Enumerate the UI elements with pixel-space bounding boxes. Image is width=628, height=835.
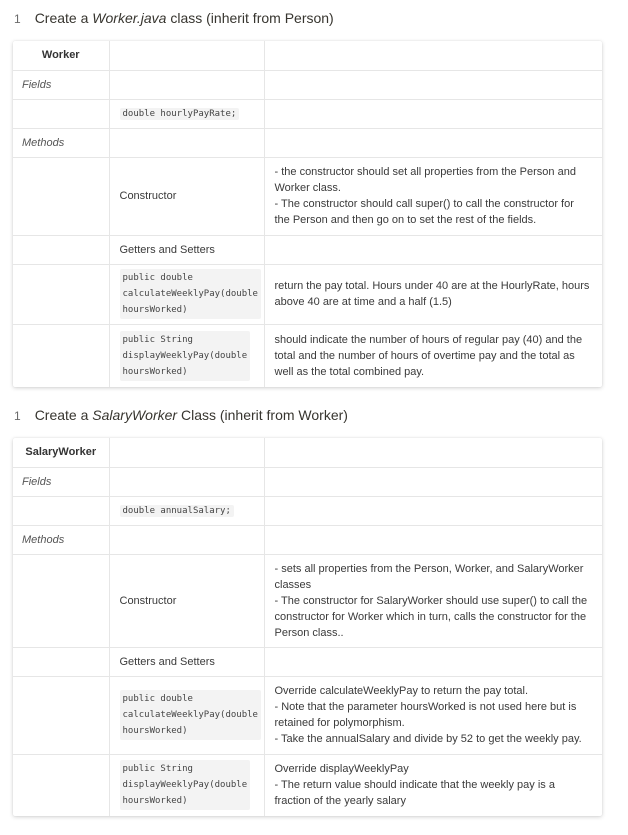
section-2-heading <box>14 407 348 423</box>
table-row <box>13 235 602 264</box>
list-number: 1 <box>14 409 21 423</box>
constructor-description: - the constructor should set all properties from the Person and Worker class. - The constructor should call super() to call the constructor for the Person and then go on to set the rest of the fields. <box>264 157 602 235</box>
worker-table <box>13 41 602 387</box>
table-cell <box>109 70 264 99</box>
table-cell <box>13 647 109 676</box>
table-cell <box>264 438 602 467</box>
constructor-label: Constructor <box>109 554 264 647</box>
table-cell <box>109 264 264 324</box>
table-row <box>13 99 602 128</box>
table-cell <box>13 496 109 525</box>
class-name: Worker.java <box>92 10 167 26</box>
field-code: double hourlyPayRate; <box>120 108 240 120</box>
method-signature: public String displayWeeklyPay(double hoursWorked) <box>120 760 251 810</box>
methods-label: Methods <box>13 128 109 157</box>
table-cell <box>264 496 602 525</box>
table-row <box>13 467 602 496</box>
table-row <box>13 128 602 157</box>
table-row <box>13 525 602 554</box>
table-cell <box>264 647 602 676</box>
table-row <box>13 438 602 467</box>
section-1-heading <box>14 10 334 26</box>
constructor-description: - sets all properties from the Person, Worker, and SalaryWorker classes - The constructor for SalaryWorker should use super() to call the constructor for Worker which in turn, calls the constructor for the Person class.. <box>264 554 602 647</box>
table-cell <box>109 676 264 754</box>
table-row <box>13 676 602 754</box>
table-cell <box>109 496 264 525</box>
table-cell <box>109 467 264 496</box>
table-cell <box>109 525 264 554</box>
method-description: Override calculateWeeklyPay to return the pay total. - Note that the parameter hoursWorked is not used here but is retained for polymorphism. - Take the annualSalary and divide by 52 to get the weekly pay. <box>264 676 602 754</box>
table-cell <box>13 157 109 235</box>
table-cell <box>109 41 264 70</box>
list-number: 1 <box>14 12 21 26</box>
getters-setters-label: Getters and Setters <box>109 235 264 264</box>
table-row <box>13 647 602 676</box>
fields-label: Fields <box>13 467 109 496</box>
table-cell <box>264 70 602 99</box>
table-cell <box>13 235 109 264</box>
table-row <box>13 554 602 647</box>
table-row <box>13 264 602 324</box>
salary-worker-table-card <box>13 438 602 816</box>
heading-prefix: Create a <box>34 10 93 26</box>
table-cell <box>13 324 109 387</box>
table-row <box>13 324 602 387</box>
class-name: SalaryWorker <box>92 407 178 423</box>
method-description: return the pay total. Hours under 40 are at the HourlyRate, hours above 40 are at time and a half (1.5) <box>264 264 602 324</box>
method-signature: public double calculateWeeklyPay(double hoursWorked) <box>120 690 261 740</box>
table-row <box>13 41 602 70</box>
fields-label: Fields <box>13 70 109 99</box>
heading-suffix: class (inherit from Person) <box>166 10 334 26</box>
table-row <box>13 157 602 235</box>
method-description: should indicate the number of hours of regular pay (40) and the total and the number of hours of overtime pay and the total as well as the total combined pay. <box>274 333 583 378</box>
table-cell <box>109 438 264 467</box>
salary-worker-table <box>13 438 602 816</box>
getters-setters-label: Getters and Setters <box>109 647 264 676</box>
table-cell <box>109 324 264 387</box>
table-cell <box>264 235 602 264</box>
table-cell <box>13 554 109 647</box>
table-cell <box>13 264 109 324</box>
method-signature: public String displayWeeklyPay(double hoursWorked) <box>120 331 251 381</box>
table-cell <box>264 467 602 496</box>
table-row <box>13 496 602 525</box>
table-header: SalaryWorker <box>13 438 109 467</box>
table-cell <box>13 754 109 816</box>
constructor-label: Constructor <box>109 157 264 235</box>
table-header: Worker <box>13 41 109 70</box>
worker-table-card <box>13 41 602 387</box>
table-cell <box>264 41 602 70</box>
heading-prefix: Create a <box>34 407 93 423</box>
method-signature: public double calculateWeeklyPay(double hoursWorked) <box>120 269 261 319</box>
table-cell <box>13 99 109 128</box>
table-cell <box>264 128 602 157</box>
table-cell <box>109 128 264 157</box>
table-row <box>13 70 602 99</box>
field-code: double annualSalary; <box>120 505 234 517</box>
method-description: Override displayWeeklyPay - The return value should indicate that the weekly pay is a fraction of the yearly salary <box>274 763 555 808</box>
methods-label: Methods <box>13 525 109 554</box>
heading-suffix: Class (inherit from Worker) <box>177 407 348 423</box>
table-cell <box>109 754 264 816</box>
table-cell <box>264 525 602 554</box>
table-cell <box>264 99 602 128</box>
table-cell <box>109 99 264 128</box>
table-row <box>13 754 602 816</box>
table-cell <box>13 676 109 754</box>
